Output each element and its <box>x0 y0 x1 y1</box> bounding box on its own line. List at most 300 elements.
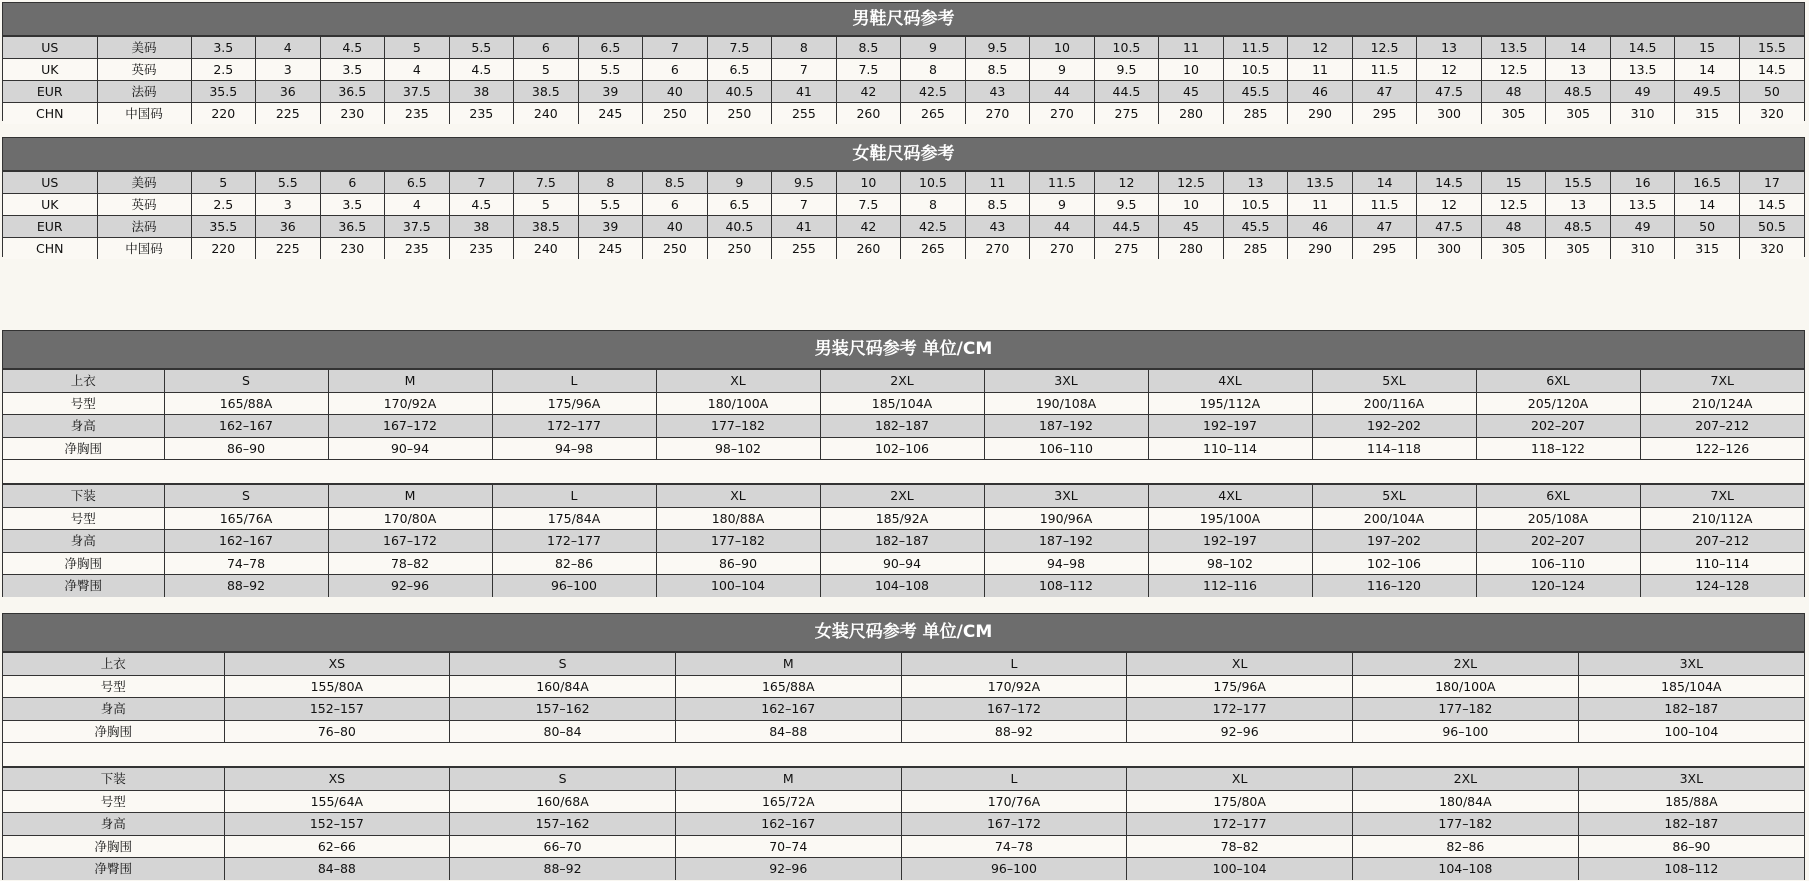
measurement-cell: 165/88A <box>164 392 328 415</box>
size-cell: 290 <box>1288 103 1353 125</box>
size-cell: 5.5 <box>578 59 643 81</box>
row-label: 上衣 <box>3 370 164 393</box>
size-cell: 260 <box>836 238 901 260</box>
size-cell: 7.5 <box>707 37 772 59</box>
table-row <box>3 720 1804 743</box>
size-cell: 6 <box>320 172 385 194</box>
measurement-cell: 177–182 <box>1353 813 1579 836</box>
size-cell: 39 <box>578 81 643 103</box>
size-cell: 290 <box>1288 238 1353 260</box>
size-cell: 6 <box>643 194 708 216</box>
size-cell: 305 <box>1481 103 1546 125</box>
measurement-cell: 195/112A <box>1148 392 1312 415</box>
size-header-row <box>3 653 1804 676</box>
measurement-cell: 90–94 <box>328 437 492 460</box>
table-row <box>3 172 1804 194</box>
size-cell: 220 <box>191 238 256 260</box>
measurement-cell: 96–100 <box>901 858 1127 880</box>
size-cell: 36 <box>256 81 321 103</box>
table-row <box>3 238 1804 260</box>
women-shoe-size-chart <box>2 137 1805 257</box>
table-row <box>3 392 1804 415</box>
size-cell: 14.5 <box>1739 59 1804 81</box>
measurement-cell: 112–116 <box>1148 575 1312 597</box>
size-header-cell: S <box>450 768 676 791</box>
size-cell: 37.5 <box>385 216 450 238</box>
size-cell: 13.5 <box>1610 194 1675 216</box>
measurement-cell: 104–108 <box>1353 858 1579 880</box>
size-cell: 13 <box>1223 172 1288 194</box>
size-cell: 6.5 <box>385 172 450 194</box>
size-cell: 5.5 <box>578 194 643 216</box>
size-header-row <box>3 485 1804 508</box>
row-label: 身高 <box>3 530 164 553</box>
measurement-cell: 157–162 <box>450 813 676 836</box>
measurement-cell: 84–88 <box>675 720 901 743</box>
measurement-cell: 118–122 <box>1476 437 1640 460</box>
size-cell: 280 <box>1159 238 1224 260</box>
measurement-cell: 162–167 <box>675 698 901 721</box>
size-header-cell: S <box>164 485 328 508</box>
size-cell: 5.5 <box>256 172 321 194</box>
size-cell: 11 <box>1288 59 1353 81</box>
measurement-cell: 180/88A <box>656 507 820 530</box>
measurement-cell: 205/108A <box>1476 507 1640 530</box>
size-cell: 36.5 <box>320 81 385 103</box>
size-cell: 16.5 <box>1675 172 1740 194</box>
table-row <box>3 790 1804 813</box>
men-clothing-size-chart <box>2 330 1805 597</box>
measurement-cell: 187–192 <box>984 415 1148 438</box>
size-cell: 38 <box>449 216 514 238</box>
size-cell: 49 <box>1610 216 1675 238</box>
size-cell: 275 <box>1094 238 1159 260</box>
size-cell: 42 <box>836 81 901 103</box>
size-cell: 11 <box>1159 37 1224 59</box>
row-label: 号型 <box>3 392 164 415</box>
measurement-cell: 106–110 <box>1476 552 1640 575</box>
size-cell: 14.5 <box>1417 172 1482 194</box>
measurement-cell: 195/100A <box>1148 507 1312 530</box>
size-cell: 44.5 <box>1094 81 1159 103</box>
size-cell: 44.5 <box>1094 216 1159 238</box>
table-row <box>3 81 1804 103</box>
size-cell: 42 <box>836 216 901 238</box>
size-cell: 250 <box>643 103 708 125</box>
size-header-row <box>3 768 1804 791</box>
measurement-cell: 180/100A <box>656 392 820 415</box>
size-cell: 46 <box>1288 216 1353 238</box>
size-cell: 220 <box>191 103 256 125</box>
measurement-cell: 185/104A <box>1578 675 1804 698</box>
row-label: 净胸围 <box>3 720 224 743</box>
table-row <box>3 216 1804 238</box>
measurement-cell: 86–90 <box>656 552 820 575</box>
size-cell: 12 <box>1288 37 1353 59</box>
size-cell: 9.5 <box>965 37 1030 59</box>
size-cell: 12.5 <box>1481 194 1546 216</box>
size-cell: 11 <box>1288 194 1353 216</box>
size-cell: 265 <box>901 103 966 125</box>
size-header-cell: 2XL <box>1353 653 1579 676</box>
men-bottoms-table <box>3 484 1804 597</box>
table-row <box>3 437 1804 460</box>
measurement-cell: 96–100 <box>1353 720 1579 743</box>
size-cell: 16 <box>1610 172 1675 194</box>
size-cell: 250 <box>707 238 772 260</box>
row-chinese-label: 英码 <box>97 194 191 216</box>
measurement-cell: 182–187 <box>1578 813 1804 836</box>
measurement-cell: 98–102 <box>656 437 820 460</box>
measurement-cell: 202–207 <box>1476 415 1640 438</box>
row-system-label: US <box>3 172 97 194</box>
measurement-cell: 205/120A <box>1476 392 1640 415</box>
size-cell: 10 <box>1030 37 1095 59</box>
measurement-cell: 175/96A <box>492 392 656 415</box>
size-cell: 10 <box>1159 59 1224 81</box>
measurement-cell: 152–157 <box>224 813 450 836</box>
size-cell: 8.5 <box>965 59 1030 81</box>
size-cell: 240 <box>514 238 579 260</box>
measurement-cell: 172–177 <box>1127 813 1353 836</box>
measurement-cell: 190/96A <box>984 507 1148 530</box>
table-row <box>3 698 1804 721</box>
measurement-cell: 82–86 <box>1353 835 1579 858</box>
size-cell: 35.5 <box>191 216 256 238</box>
size-cell: 10.5 <box>1223 59 1288 81</box>
size-cell: 45 <box>1159 81 1224 103</box>
table-row <box>3 194 1804 216</box>
size-cell: 14.5 <box>1610 37 1675 59</box>
measurement-cell: 170/92A <box>328 392 492 415</box>
measurement-cell: 165/76A <box>164 507 328 530</box>
measurement-cell: 102–106 <box>1312 552 1476 575</box>
table-row <box>3 858 1804 880</box>
measurement-cell: 180/84A <box>1353 790 1579 813</box>
measurement-cell: 155/80A <box>224 675 450 698</box>
measurement-cell: 155/64A <box>224 790 450 813</box>
size-cell: 48.5 <box>1546 81 1611 103</box>
size-cell: 9.5 <box>772 172 837 194</box>
men-clothing-chart-title: 男装尺码参考 单位/CM <box>3 331 1804 369</box>
size-cell: 8.5 <box>965 194 1030 216</box>
measurement-cell: 152–157 <box>224 698 450 721</box>
row-system-label: EUR <box>3 81 97 103</box>
row-system-label: CHN <box>3 103 97 125</box>
size-cell: 2.5 <box>191 59 256 81</box>
size-cell: 42.5 <box>901 81 966 103</box>
size-cell: 6.5 <box>707 194 772 216</box>
women-bottoms-table <box>3 767 1804 880</box>
table-row <box>3 813 1804 836</box>
measurement-cell: 104–108 <box>820 575 984 597</box>
measurement-cell: 100–104 <box>1578 720 1804 743</box>
size-cell: 9 <box>901 37 966 59</box>
size-cell: 5 <box>514 59 579 81</box>
measurement-cell: 172–177 <box>1127 698 1353 721</box>
size-cell: 13 <box>1546 194 1611 216</box>
measurement-cell: 160/68A <box>450 790 676 813</box>
size-header-cell: 4XL <box>1148 485 1312 508</box>
size-cell: 3.5 <box>320 194 385 216</box>
measurement-cell: 94–98 <box>984 552 1148 575</box>
size-header-cell: 7XL <box>1640 485 1804 508</box>
size-cell: 255 <box>772 103 837 125</box>
measurement-cell: 162–167 <box>164 415 328 438</box>
measurement-cell: 92–96 <box>1127 720 1353 743</box>
measurement-cell: 74–78 <box>901 835 1127 858</box>
row-label: 上衣 <box>3 653 224 676</box>
size-cell: 13 <box>1546 59 1611 81</box>
size-cell: 240 <box>514 103 579 125</box>
women-shoe-chart-title: 女鞋尺码参考 <box>3 138 1804 171</box>
size-cell: 15.5 <box>1546 172 1611 194</box>
size-cell: 295 <box>1352 238 1417 260</box>
size-cell: 270 <box>965 103 1030 125</box>
measurement-cell: 124–128 <box>1640 575 1804 597</box>
measurement-cell: 192–197 <box>1148 415 1312 438</box>
size-cell: 13.5 <box>1481 37 1546 59</box>
size-cell: 12 <box>1417 59 1482 81</box>
measurement-cell: 185/92A <box>820 507 984 530</box>
measurement-cell: 167–172 <box>328 415 492 438</box>
row-system-label: CHN <box>3 238 97 260</box>
size-header-cell: 6XL <box>1476 370 1640 393</box>
size-cell: 15.5 <box>1739 37 1804 59</box>
measurement-cell: 92–96 <box>328 575 492 597</box>
size-cell: 11.5 <box>1352 59 1417 81</box>
women-clothing-chart-title: 女装尺码参考 单位/CM <box>3 614 1804 652</box>
size-header-cell: 3XL <box>1578 653 1804 676</box>
size-cell: 305 <box>1546 238 1611 260</box>
size-cell: 48 <box>1481 216 1546 238</box>
measurement-cell: 182–187 <box>820 415 984 438</box>
measurement-cell: 167–172 <box>901 813 1127 836</box>
measurement-cell: 114–118 <box>1312 437 1476 460</box>
size-cell: 8 <box>772 37 837 59</box>
size-cell: 9.5 <box>1094 59 1159 81</box>
row-chinese-label: 中国码 <box>97 238 191 260</box>
table-row <box>3 575 1804 597</box>
size-cell: 315 <box>1675 103 1740 125</box>
size-cell: 3.5 <box>320 59 385 81</box>
size-cell: 255 <box>772 238 837 260</box>
measurement-cell: 160/84A <box>450 675 676 698</box>
size-cell: 15 <box>1675 37 1740 59</box>
measurement-cell: 76–80 <box>224 720 450 743</box>
row-chinese-label: 法码 <box>97 216 191 238</box>
size-cell: 285 <box>1223 238 1288 260</box>
size-cell: 12 <box>1094 172 1159 194</box>
measurement-cell: 197–202 <box>1312 530 1476 553</box>
size-cell: 235 <box>449 238 514 260</box>
measurement-cell: 170/80A <box>328 507 492 530</box>
size-cell: 12.5 <box>1481 59 1546 81</box>
size-cell: 8 <box>901 59 966 81</box>
size-cell: 6.5 <box>707 59 772 81</box>
size-header-cell: 2XL <box>1353 768 1579 791</box>
size-header-cell: S <box>164 370 328 393</box>
size-cell: 235 <box>449 103 514 125</box>
measurement-cell: 167–172 <box>328 530 492 553</box>
measurement-cell: 175/96A <box>1127 675 1353 698</box>
size-cell: 40 <box>643 81 708 103</box>
measurement-cell: 74–78 <box>164 552 328 575</box>
size-cell: 47.5 <box>1417 81 1482 103</box>
measurement-cell: 192–197 <box>1148 530 1312 553</box>
measurement-cell: 88–92 <box>450 858 676 880</box>
measurement-cell: 172–177 <box>492 415 656 438</box>
women-table-gap <box>3 743 1804 767</box>
row-chinese-label: 法码 <box>97 81 191 103</box>
size-cell: 4 <box>385 194 450 216</box>
row-label: 身高 <box>3 813 224 836</box>
measurement-cell: 70–74 <box>675 835 901 858</box>
size-cell: 17 <box>1739 172 1804 194</box>
measurement-cell: 88–92 <box>164 575 328 597</box>
measurement-cell: 202–207 <box>1476 530 1640 553</box>
measurement-cell: 170/92A <box>901 675 1127 698</box>
row-system-label: UK <box>3 194 97 216</box>
table-row <box>3 675 1804 698</box>
size-cell: 235 <box>385 103 450 125</box>
measurement-cell: 98–102 <box>1148 552 1312 575</box>
measurement-cell: 162–167 <box>164 530 328 553</box>
size-cell: 11.5 <box>1352 194 1417 216</box>
row-label: 身高 <box>3 415 164 438</box>
size-cell: 315 <box>1675 238 1740 260</box>
size-cell: 11.5 <box>1223 37 1288 59</box>
measurement-cell: 90–94 <box>820 552 984 575</box>
size-header-cell: L <box>492 370 656 393</box>
row-label: 号型 <box>3 675 224 698</box>
size-cell: 280 <box>1159 103 1224 125</box>
size-cell: 40.5 <box>707 81 772 103</box>
measurement-cell: 210/124A <box>1640 392 1804 415</box>
row-label: 净胸围 <box>3 835 224 858</box>
row-label: 号型 <box>3 790 224 813</box>
size-cell: 13.5 <box>1610 59 1675 81</box>
row-chinese-label: 中国码 <box>97 103 191 125</box>
measurement-cell: 110–114 <box>1640 552 1804 575</box>
size-cell: 45.5 <box>1223 81 1288 103</box>
size-cell: 300 <box>1417 103 1482 125</box>
row-chinese-label: 美码 <box>97 37 191 59</box>
measurement-cell: 177–182 <box>656 530 820 553</box>
size-cell: 260 <box>836 103 901 125</box>
size-header-cell: M <box>328 370 492 393</box>
size-cell: 7 <box>772 59 837 81</box>
row-system-label: UK <box>3 59 97 81</box>
measurement-cell: 120–124 <box>1476 575 1640 597</box>
size-cell: 230 <box>320 103 385 125</box>
size-cell: 50 <box>1675 216 1740 238</box>
size-header-cell: 6XL <box>1476 485 1640 508</box>
row-label: 净胸围 <box>3 437 164 460</box>
size-cell: 40.5 <box>707 216 772 238</box>
measurement-cell: 187–192 <box>984 530 1148 553</box>
measurement-cell: 182–187 <box>820 530 984 553</box>
size-cell: 270 <box>1030 238 1095 260</box>
measurement-cell: 108–112 <box>1578 858 1804 880</box>
measurement-cell: 172–177 <box>492 530 656 553</box>
table-row <box>3 507 1804 530</box>
size-cell: 8 <box>901 194 966 216</box>
size-cell: 4.5 <box>449 194 514 216</box>
size-cell: 46 <box>1288 81 1353 103</box>
measurement-cell: 66–70 <box>450 835 676 858</box>
size-header-cell: XS <box>224 768 450 791</box>
women-clothing-size-chart <box>2 613 1805 880</box>
size-cell: 10 <box>836 172 901 194</box>
size-cell: 8 <box>578 172 643 194</box>
measurement-cell: 185/104A <box>820 392 984 415</box>
size-cell: 12 <box>1417 194 1482 216</box>
size-header-cell: L <box>492 485 656 508</box>
measurement-cell: 82–86 <box>492 552 656 575</box>
row-system-label: EUR <box>3 216 97 238</box>
men-shoe-chart-title: 男鞋尺码参考 <box>3 3 1804 36</box>
size-cell: 35.5 <box>191 81 256 103</box>
size-cell: 10 <box>1159 194 1224 216</box>
size-header-cell: 5XL <box>1312 485 1476 508</box>
size-cell: 49 <box>1610 81 1675 103</box>
size-cell: 225 <box>256 238 321 260</box>
table-row <box>3 37 1804 59</box>
size-cell: 250 <box>707 103 772 125</box>
table-row <box>3 530 1804 553</box>
row-system-label: US <box>3 37 97 59</box>
size-cell: 5 <box>514 194 579 216</box>
measurement-cell: 182–187 <box>1578 698 1804 721</box>
size-cell: 6 <box>643 59 708 81</box>
men-shoe-size-chart <box>2 2 1805 121</box>
measurement-cell: 110–114 <box>1148 437 1312 460</box>
measurement-cell: 80–84 <box>450 720 676 743</box>
measurement-cell: 100–104 <box>656 575 820 597</box>
size-cell: 5 <box>385 37 450 59</box>
size-cell: 245 <box>578 103 643 125</box>
size-cell: 305 <box>1546 103 1611 125</box>
size-cell: 43 <box>965 216 1030 238</box>
size-cell: 44 <box>1030 81 1095 103</box>
size-cell: 3 <box>256 59 321 81</box>
size-cell: 5 <box>191 172 256 194</box>
measurement-cell: 170/76A <box>901 790 1127 813</box>
measurement-cell: 207–212 <box>1640 415 1804 438</box>
size-cell: 38 <box>449 81 514 103</box>
size-cell: 300 <box>1417 238 1482 260</box>
size-header-cell: XL <box>1127 768 1353 791</box>
measurement-cell: 62–66 <box>224 835 450 858</box>
measurement-cell: 108–112 <box>984 575 1148 597</box>
size-cell: 8.5 <box>836 37 901 59</box>
size-cell: 7 <box>449 172 514 194</box>
measurement-cell: 86–90 <box>164 437 328 460</box>
size-cell: 47 <box>1352 216 1417 238</box>
table-row <box>3 552 1804 575</box>
measurement-cell: 86–90 <box>1578 835 1804 858</box>
size-header-cell: 2XL <box>820 370 984 393</box>
measurement-cell: 116–120 <box>1312 575 1476 597</box>
measurement-cell: 167–172 <box>901 698 1127 721</box>
size-cell: 9 <box>1030 59 1095 81</box>
table-row <box>3 835 1804 858</box>
size-cell: 14 <box>1675 59 1740 81</box>
size-header-cell: M <box>675 768 901 791</box>
size-cell: 6 <box>514 37 579 59</box>
size-cell: 39 <box>578 216 643 238</box>
